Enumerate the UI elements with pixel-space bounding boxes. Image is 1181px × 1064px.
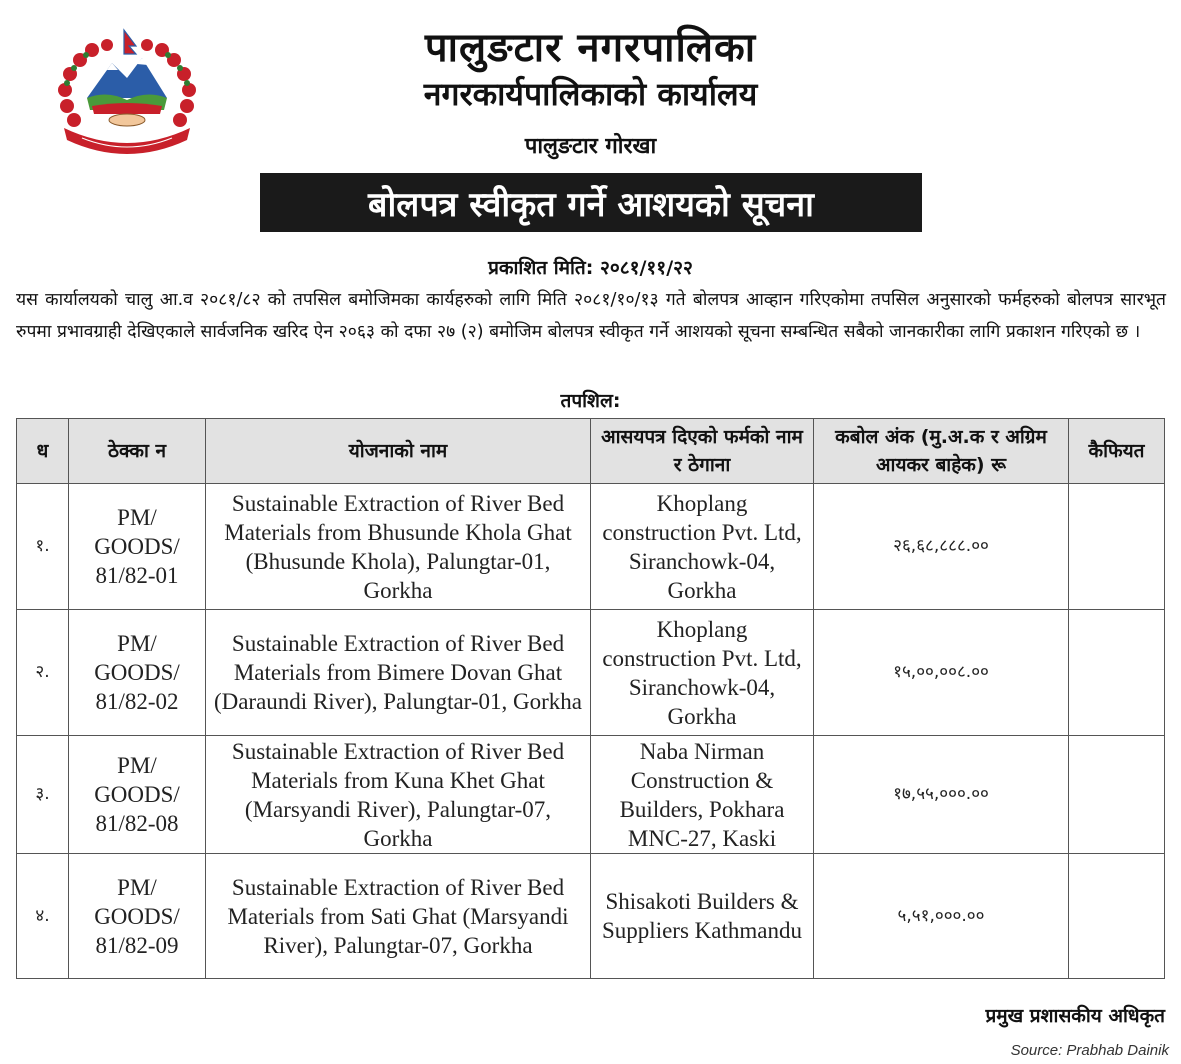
published-date-value: २०८१/११/२२: [599, 257, 693, 279]
cell-amount: १७,५५,०००.००: [814, 736, 1069, 854]
cell-amount: ५,५१,०००.००: [814, 854, 1069, 979]
cell-firm: Khoplang construction Pvt. Ltd, Siranchowk-04, Gorkha: [591, 610, 814, 736]
cell-firm: Shisakoti Builders & Suppliers Kathmandu: [591, 854, 814, 979]
published-date: [0, 254, 1181, 280]
municipality-name: पालुङटार नगरपालिका: [424, 25, 757, 71]
table-header-row: [17, 419, 1165, 484]
office-name: नगरकार्यपालिकाको कार्यालय: [423, 75, 758, 113]
col-header-sn: ध: [17, 419, 69, 484]
cell-sn: २.: [17, 610, 69, 736]
published-label: प्रकाशित मिति:: [488, 257, 594, 279]
table-row: [17, 854, 1165, 979]
cell-amount: २६,६८,८८८.००: [814, 484, 1069, 610]
table-title: तपशिल:: [560, 390, 621, 412]
col-header-project: योजनाको नाम: [206, 419, 591, 484]
cell-contract-no: PM/ GOODS/ 81/82-01: [69, 484, 206, 610]
cell-contract-no: PM/ GOODS/ 81/82-09: [69, 854, 206, 979]
cell-project: Sustainable Extraction of River Bed Materials from Kuna Khet Ghat (Marsyandi River), Palungtar-07, Gorkha: [206, 736, 591, 854]
cell-amount: १५,००,००८.००: [814, 610, 1069, 736]
source-credit: Source: Prabhab Dainik: [1010, 1042, 1169, 1059]
signatory: प्रमुख प्रशासकीय अधिकृत: [985, 1005, 1165, 1027]
cell-project: Sustainable Extraction of River Bed Materials from Sati Ghat (Marsyandi River), Palungtar-07, Gorkha: [206, 854, 591, 979]
cell-contract-no: PM/ GOODS/ 81/82-08: [69, 736, 206, 854]
cell-remarks: [1069, 610, 1165, 736]
cell-remarks: [1069, 854, 1165, 979]
cell-sn: ३.: [17, 736, 69, 854]
tender-table: [16, 418, 1165, 979]
cell-firm: Naba Nirman Construction & Builders, Pokhara MNC-27, Kaski: [591, 736, 814, 854]
col-header-firm: आसयपत्र दिएको फर्मको नाम र ठेगाना: [591, 419, 814, 484]
cell-sn: १.: [17, 484, 69, 610]
cell-project: Sustainable Extraction of River Bed Materials from Bimere Dovan Ghat (Daraundi River), Palungtar-01, Gorkha: [206, 610, 591, 736]
table-row: [17, 484, 1165, 610]
col-header-contract-no: ठेक्का न: [69, 419, 206, 484]
cell-remarks: [1069, 736, 1165, 854]
notice-title-banner: [260, 173, 922, 232]
col-header-amount: कबोल अंक (मु.अ.क र अग्रिम आयकर बाहेक) रू: [814, 419, 1069, 484]
notice-title: बोलपत्र स्वीकृत गर्ने आशयको सूचना: [368, 184, 814, 225]
cell-contract-no: PM/ GOODS/ 81/82-02: [69, 610, 206, 736]
table-row: [17, 610, 1165, 736]
cell-project: Sustainable Extraction of River Bed Materials from Bhusunde Khola Ghat (Bhusunde Khola), Palungtar-01, Gorkha: [206, 484, 591, 610]
col-header-remarks: कैफियत: [1069, 419, 1165, 484]
cell-firm: Khoplang construction Pvt. Ltd, Siranchowk-04, Gorkha: [591, 484, 814, 610]
cell-remarks: [1069, 484, 1165, 610]
notice-body: यस कार्यालयको चालु आ.व २०८१/८२ को तपसिल बमोजिमका कार्यहरुको लागि मिति २०८१/१०/१३ गते बोलपत्र आव्हान गरिएकोमा तपसिल अनुसारको फर्महरुको बोलपत्र सारभूत रुपमा प्रभावग्राही देखिएकाले सार्वजनिक खरिद ऐन २०६३ को दफा २७ (२) बमोजिम बोलपत्र स्वीकृत गर्ने आशयको सूचना सम्बन्धित सबैको जानकारीका लागि प्रकाशन गरिएको छ ।: [16, 290, 1166, 342]
cell-sn: ४.: [17, 854, 69, 979]
table-row: [17, 736, 1165, 854]
office-location: पालुङटार गोरखा: [524, 134, 657, 159]
